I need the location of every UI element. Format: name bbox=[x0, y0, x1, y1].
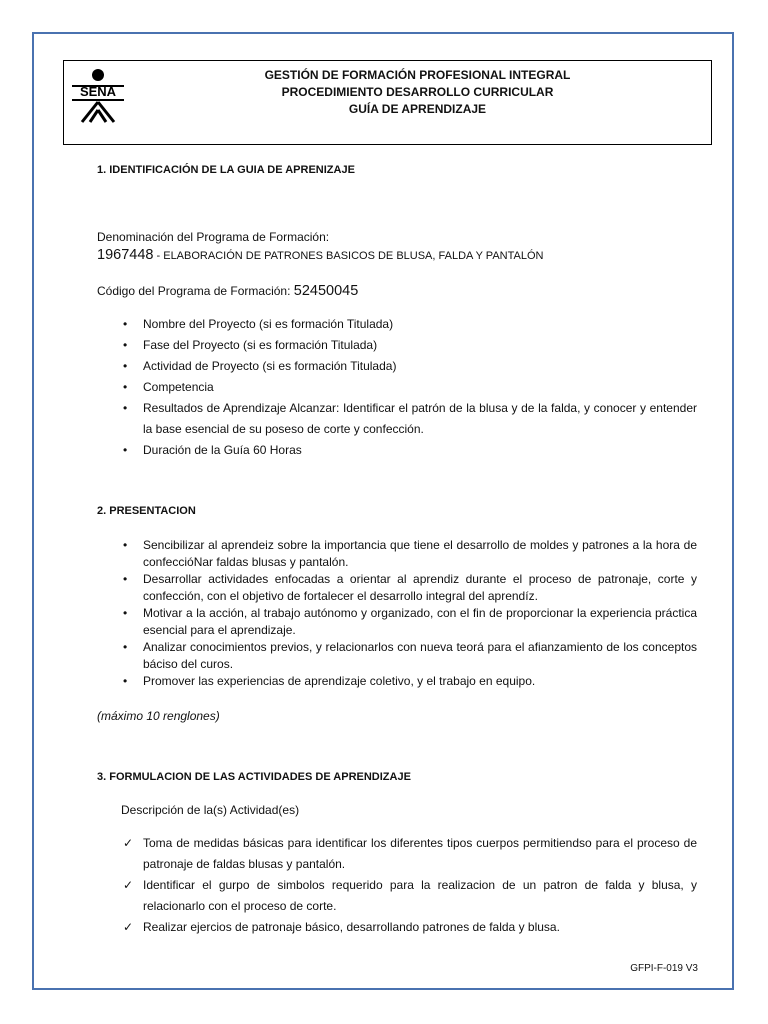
program-code: 1967448 bbox=[97, 247, 154, 263]
section-3-list bbox=[117, 833, 697, 938]
list-item: • Duración de la Guía 60 Horas bbox=[123, 443, 302, 457]
list-item: • Desarrollar actividades enfocadas a orientar al aprendiz durante el proceso de patronaje, corte y confección, con el objetivo de fortalecer el desarrollo integral del aprendíz. bbox=[123, 572, 697, 603]
check-item: ✓ Toma de medidas básicas para identificar los diferentes tipos cuerpos permitiendso para el proceso de patronaje de faldas blusas y pantalón. bbox=[117, 833, 697, 875]
footer-code: GFPI-F-019 V3 bbox=[630, 963, 698, 974]
section-2-list bbox=[117, 537, 697, 691]
document-header bbox=[63, 60, 712, 145]
section-2-title: 2. PRESENTACION bbox=[97, 505, 196, 517]
list-item: • Analizar conocimientos previos, y relacionarlos con nueva teorá para el afianzamiento de los conceptos báciso del curos. bbox=[123, 640, 697, 671]
header-line-3: GUÍA DE APRENDIZAJE bbox=[348, 102, 487, 116]
check-item: ✓ Realizar ejercios de patronaje básico, desarrollando patrones de falda y blusa. bbox=[117, 917, 697, 938]
program-line bbox=[97, 247, 543, 265]
header-line-1: GESTIÓN DE FORMACIÓN PROFESIONAL INTEGRAL bbox=[264, 68, 571, 82]
section-1-title: 1. IDENTIFICACIÓN DE LA GUIA DE APRENIZAJE bbox=[97, 164, 355, 176]
list-item: • Promover las experiencias de aprendizaje coletivo, y el trabajo en equipo. bbox=[123, 674, 536, 688]
section-3-subtitle: Descripción de la(s) Actividad(es) bbox=[121, 803, 300, 817]
list-item: • Sencibilizar al aprendeiz sobre la importancia que tiene el desarrollo de moldes y patrones a la hora de confeccióNar faldas blusas y pantalón. bbox=[123, 538, 697, 569]
section-1-list bbox=[117, 314, 697, 461]
list-item: • Nombre del Proyecto (si es formación Titulada) bbox=[123, 317, 394, 331]
check-icon: ✓ bbox=[123, 836, 134, 850]
list-item: • Motivar a la acción, al trabajo autónomo y organizado, con el fin de proporcionar la experiencia práctica esencial para el aprendizaje. bbox=[123, 606, 697, 637]
list-item: • Actividad de Proyecto (si es formación Titulada) bbox=[123, 359, 397, 373]
section-3-title: 3. FORMULACION DE LAS ACTIVIDADES DE APRENDIZAJE bbox=[97, 771, 411, 783]
program-name: - ELABORACIÓN DE PATRONES BASICOS DE BLUSA, FALDA Y PANTALÓN bbox=[153, 250, 544, 262]
header-line-2: PROCEDIMIENTO DESARROLLO CURRICULAR bbox=[281, 85, 554, 99]
logo-text: SENA bbox=[79, 84, 117, 99]
check-item: ✓ Identificar el gurpo de simbolos requerido para la realizacion de un patron de falda y blusa, y relacionarlo con el proceso de corte. bbox=[117, 875, 697, 917]
code-label: Código del Programa de Formación: bbox=[97, 284, 294, 298]
section-2-note: (máximo 10 renglones) bbox=[97, 709, 220, 723]
list-item: • Resultados de Aprendizaje Alcanzar: Identificar el patrón de la blusa y de la falda, y conocer y entender la base esencial de su poseso de corte y confección. bbox=[123, 401, 697, 436]
check-icon: ✓ bbox=[123, 878, 134, 892]
program-label: Denominación del Programa de Formación: bbox=[97, 230, 330, 244]
code-value: 52450045 bbox=[293, 283, 359, 299]
check-icon: ✓ bbox=[123, 920, 134, 934]
code-line bbox=[97, 283, 358, 300]
list-item: • Fase del Proyecto (si es formación Titulada) bbox=[123, 338, 378, 352]
list-item: • Competencia bbox=[123, 380, 214, 394]
